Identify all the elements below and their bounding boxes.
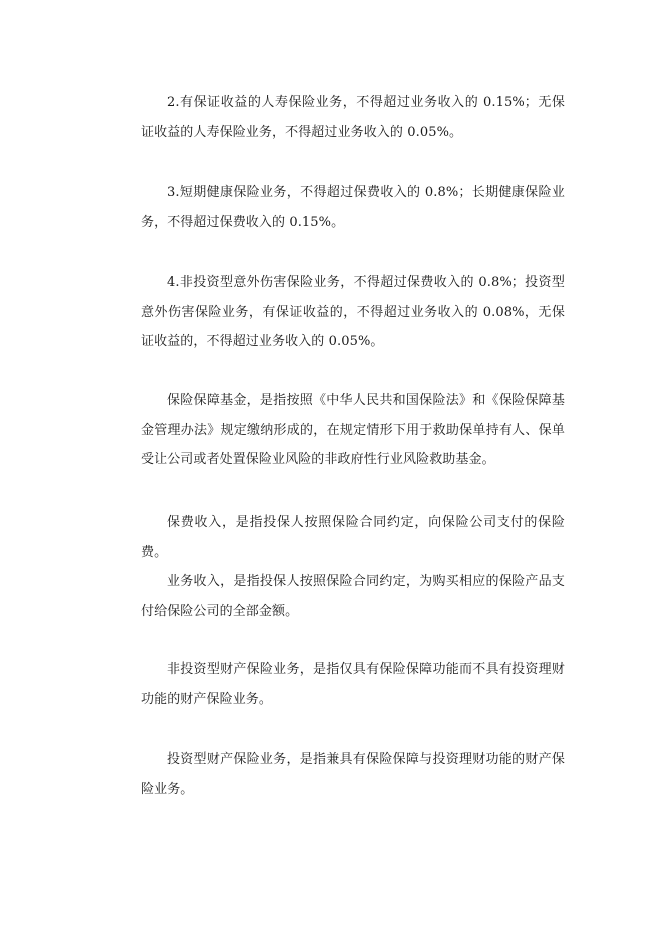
paragraph-health-insurance: 3.短期健康保险业务，不得超过保费收入的 0.8%；长期健康保险业务，不得超过保费收入的 0.15%。 — [141, 185, 565, 230]
paragraph-non-investment-property-definition: 非投资型财产保险业务，是指仅具有保险保障功能而不具有投资理财功能的财产保险业务。 — [141, 662, 565, 707]
paragraph-life-insurance: 2.有保证收益的人寿保险业务，不得超过业务收入的 0.15%；无保证收益的人寿保险业务，不得超过业务收入的 0.05%。 — [141, 95, 565, 140]
paragraph-accident-insurance: 4.非投资型意外伤害保险业务，不得超过保费收入的 0.8%；投资型意外伤害保险业务，有保证收益的，不得超过业务收入的 0.08%，无保证收益的，不得超过业务收入的 0.05%。 — [141, 275, 565, 349]
paragraph-investment-property-definition: 投资型财产保险业务，是指兼具有保险保障与投资理财功能的财产保险业务。 — [141, 752, 565, 797]
paragraph-business-income-definition: 业务收入，是指投保人按照保险合同约定，为购买相应的保险产品支付给保险公司的全部金额。 — [141, 574, 565, 619]
paragraph-protection-fund-definition: 保险保障基金，是指按照《中华人民共和国保险法》和《保险保障基金管理办法》规定缴纳形成的，在规定情形下用于救助保单持有人、保单受让公司或者处置保险业风险的非政府性行业风险救助基金。 — [141, 393, 565, 467]
paragraph-premium-income-definition: 保费收入，是指投保人按照保险合同约定，向保险公司支付的保险费。 — [141, 515, 565, 560]
